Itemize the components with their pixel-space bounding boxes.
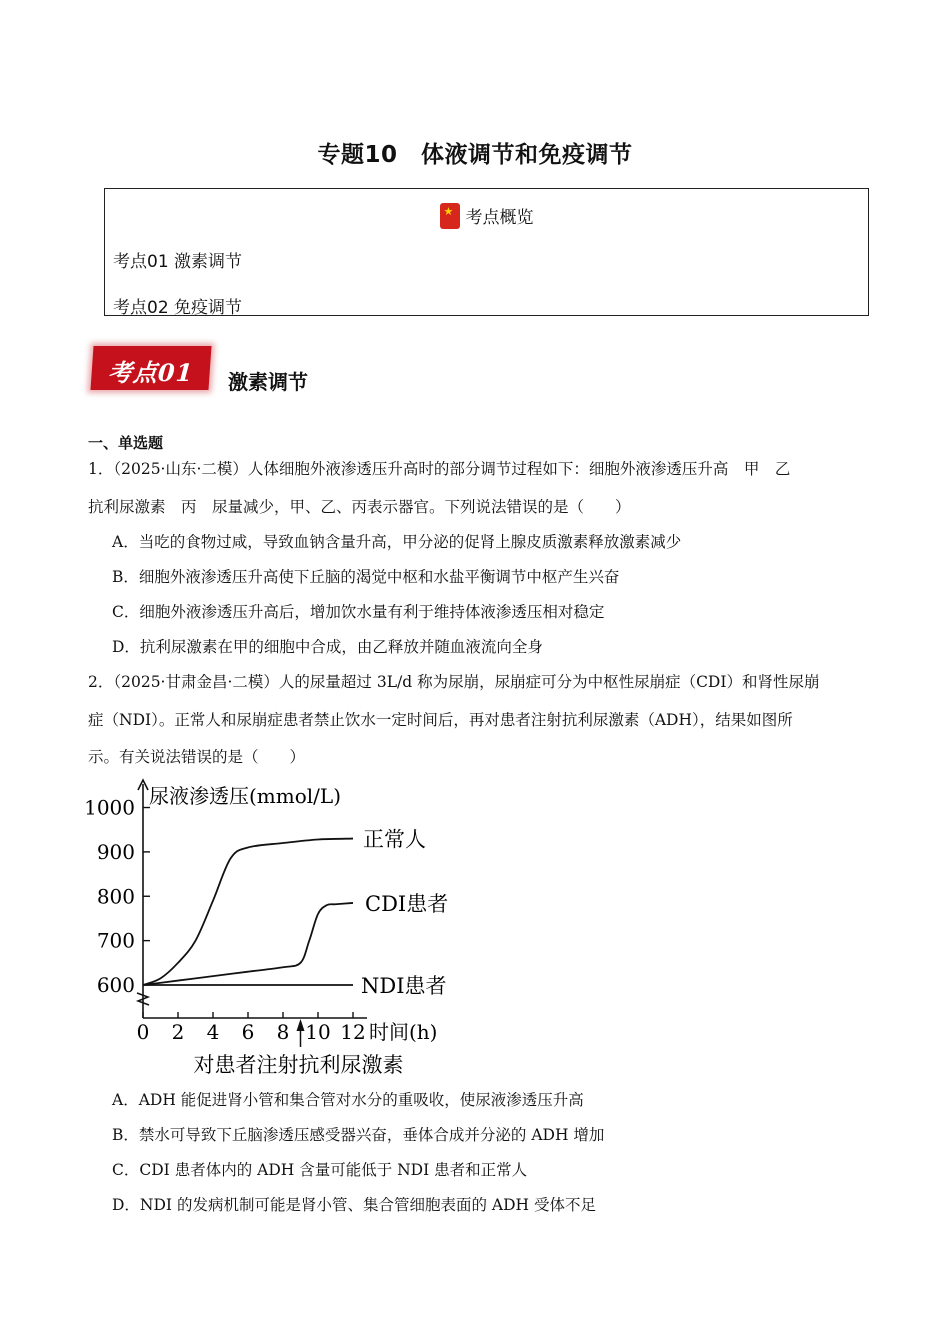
y-tick-label: 800 [96,884,135,909]
urine-osmolality-chart [80,776,480,1076]
x-tick-label: 10 [305,1020,331,1044]
q2-option-b[interactable]: B．禁水可导致下丘脑渗透压感受器兴奋，垂体合成并分泌的 ADH 增加 [112,1126,605,1144]
q2-stem-line3: 示。有关说法错误的是（ ） [88,748,306,766]
overview-heading [105,203,868,231]
x-tick-label: 12 [340,1020,366,1044]
q2-option-a[interactable]: A．ADH 能促进肾小管和集合管对水分的重吸收，使尿液渗透压升高 [112,1091,584,1109]
q1-stem-line2: 抗利尿激素 丙 尿量减少，甲、乙、丙表示器官。下列说法错误的是（ ） [88,498,631,516]
section-badge [90,346,211,390]
series-line-2 [143,903,353,985]
q2-option-c[interactable]: C．CDI 患者体内的 ADH 含量可能低于 NDI 患者和正常人 [112,1161,528,1179]
x-tick-label: 2 [171,1020,185,1044]
q1-option-d[interactable]: D．抗利尿激素在甲的细胞中合成，由乙释放并随血液流向全身 [112,638,543,656]
axis-break-mark [137,993,149,1005]
overview-item-2[interactable]: 考点02 免疫调节 [113,298,243,318]
overview-item-1[interactable]: 考点01 激素调节 [113,252,243,272]
series-label-1: 正常人 [363,827,426,852]
q2-stem-line1: 2．（2025·甘肃金昌·二模）人的尿量超过 3L/d 称为尿崩，尿崩症可分为中枢性尿崩症（CDI）和肾性尿崩 [88,673,820,691]
q1-option-c[interactable]: C．细胞外液渗透压升高后，增加饮水量有利于维持体液渗透压相对稳定 [112,603,605,621]
series-label-3: NDI患者 [361,974,447,998]
x-tick-label: 0 [136,1020,150,1044]
series-label-2: CDI患者 [365,891,449,916]
q2-stem-line2: 症（NDI）。正常人和尿崩症患者禁止饮水一定时间后，再对患者注射抗利尿激素（ADH），结果如图所 [88,711,793,729]
y-tick-label: 600 [96,973,135,997]
x-tick-label: 8 [276,1020,290,1044]
y-axis-label: 尿液渗透压(mmol/L) [149,784,341,808]
injection-arrow-head [297,1019,305,1031]
q1-option-a[interactable]: A．当吃的食物过咸，导致血钠含量升高，甲分泌的促肾上腺皮质激素释放激素减少 [112,533,682,551]
x-tick-label: 6 [241,1020,255,1044]
q1-stem-line1: 1．（2025·山东·二模）人体细胞外液渗透压升高时的部分调节过程如下：细胞外液渗透压升高 甲 乙 [88,460,791,478]
overview-heading-label: 考点概览 [465,208,534,228]
section-badge-label: 考点01 [106,358,195,387]
part-label: 一、单选题 [88,434,164,452]
y-tick-label: 900 [96,839,135,864]
x-axis-label: 时间(h) [369,1020,438,1044]
series-line-1 [143,839,353,985]
q1-option-b[interactable]: B．细胞外液渗透压升高使下丘脑的渴觉中枢和水盐平衡调节中枢产生兴奋 [112,568,620,586]
book-icon: ★ [440,203,460,229]
y-tick-label: 1000 [84,795,135,820]
q2-option-d[interactable]: D．NDI 的发病机制可能是肾小管、集合管细胞表面的 ADH 受体不足 [112,1196,596,1214]
y-tick-label: 700 [96,928,135,953]
page-title: 专题10 体液调节和免疫调节 [317,142,633,168]
overview-box [104,188,869,316]
section-title: 激素调节 [228,370,308,394]
x-tick-label: 4 [206,1020,220,1044]
injection-annotation: 对患者注射抗利尿激素 [193,1053,404,1076]
